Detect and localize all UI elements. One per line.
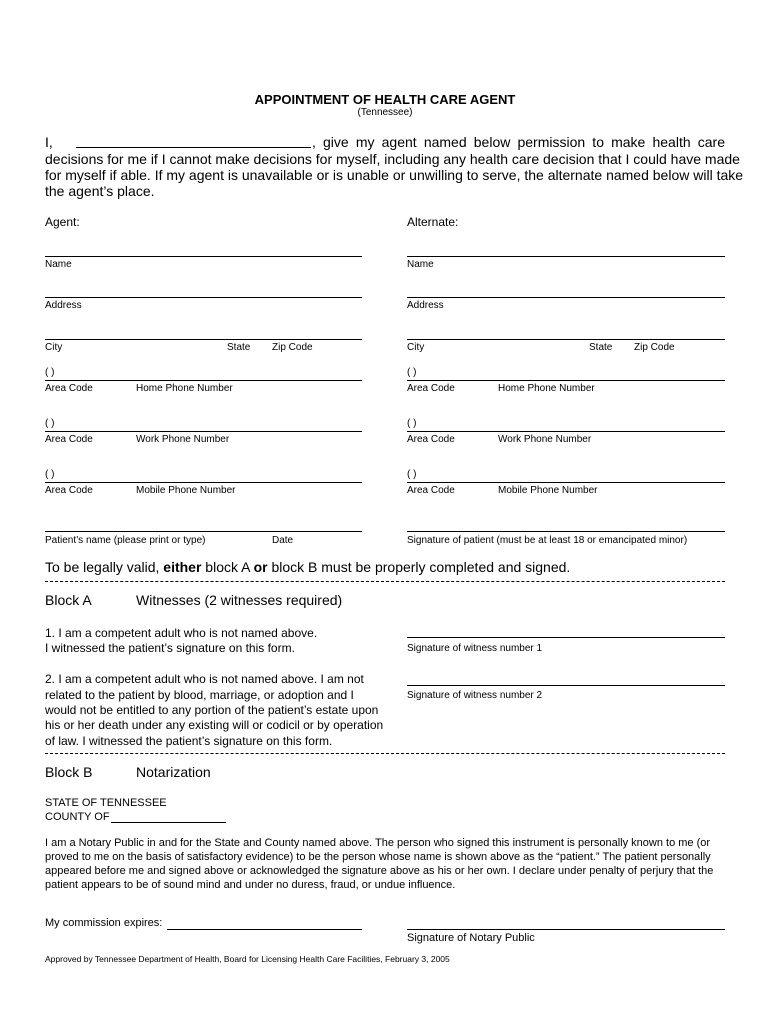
agent-heading: Agent: bbox=[45, 215, 80, 229]
alternate-name-line[interactable] bbox=[407, 256, 725, 257]
witness-1-line-2: I witnessed the patient’s signature on this form. bbox=[45, 641, 295, 655]
agent-zip-label: Zip Code bbox=[272, 342, 313, 353]
alternate-home-paren: ( ) bbox=[407, 367, 417, 378]
validity-either: either bbox=[163, 559, 202, 575]
alternate-city-line[interactable] bbox=[407, 339, 725, 340]
commission-line[interactable] bbox=[167, 929, 362, 930]
alternate-mobile-paren: ( ) bbox=[407, 469, 417, 480]
divider-top bbox=[45, 581, 725, 582]
agent-city-line[interactable] bbox=[45, 339, 362, 340]
agent-work-paren: ( ) bbox=[45, 418, 55, 429]
notary-state: STATE OF TENNESSEE bbox=[45, 797, 167, 809]
alternate-work-phone-line[interactable] bbox=[407, 431, 725, 432]
agent-mobile-area-label: Area Code bbox=[45, 485, 93, 496]
agent-work-area-label: Area Code bbox=[45, 434, 93, 445]
patient-signature-line[interactable] bbox=[407, 531, 725, 532]
witness-1-signature-line[interactable] bbox=[407, 637, 725, 638]
alternate-home-phone-line[interactable] bbox=[407, 380, 725, 381]
notary-paragraph-line-3: appeared before me and signed above or acknowledged the signature above as his or her own. I declare under penalty of perjury that the bbox=[45, 865, 714, 877]
intro-line-4: the agent’s place. bbox=[45, 183, 155, 199]
patient-name-line[interactable] bbox=[45, 531, 362, 532]
witness-2-line-2: related to the patient by blood, marriage, or adoption and I bbox=[45, 688, 354, 702]
agent-work-phone-line[interactable] bbox=[45, 431, 362, 432]
agent-name-line[interactable] bbox=[45, 256, 362, 257]
alternate-mobile-area-label: Area Code bbox=[407, 485, 455, 496]
witness-2-signature-label: Signature of witness number 2 bbox=[407, 690, 543, 701]
divider-bottom bbox=[45, 753, 725, 754]
form-subtitle: (Tennessee) bbox=[357, 107, 413, 118]
alternate-heading: Alternate: bbox=[407, 215, 459, 229]
agent-mobile-phone-line[interactable] bbox=[45, 482, 362, 483]
notary-county: COUNTY OF bbox=[45, 811, 110, 823]
agent-work-phone-label: Work Phone Number bbox=[136, 434, 230, 445]
agent-mobile-phone-label: Mobile Phone Number bbox=[136, 485, 236, 496]
notary-signature-line[interactable] bbox=[407, 929, 725, 930]
date-label: Date bbox=[272, 535, 294, 546]
witness-2-line-5: of law. I witnessed the patient’s signature on this form. bbox=[45, 734, 333, 748]
commission-label: My commission expires: bbox=[45, 917, 163, 929]
alternate-home-area-label: Area Code bbox=[407, 383, 455, 394]
validity-mid: block A bbox=[201, 559, 254, 575]
block-a-title: Witnesses (2 witnesses required) bbox=[136, 592, 343, 608]
alternate-address-line[interactable] bbox=[407, 297, 725, 298]
agent-state-label: State bbox=[227, 342, 251, 353]
alternate-state-label: State bbox=[589, 342, 613, 353]
patient-name-label: Patient’s name (please print or type) bbox=[45, 535, 206, 546]
agent-home-paren: ( ) bbox=[45, 367, 55, 378]
agent-address-line[interactable] bbox=[45, 297, 362, 298]
notary-county-line[interactable] bbox=[111, 822, 226, 823]
notary-paragraph-line-2: proved to me on the basis of satisfactory evidence) to be the person whose name is shown above as the “patient.” The patient personally bbox=[45, 851, 711, 863]
agent-city-label: City bbox=[45, 342, 63, 353]
agent-name-label: Name bbox=[45, 259, 72, 270]
notary-paragraph-line-1: I am a Notary Public in and for the State and County named above. The person who signed this instrument is personally known to me (or bbox=[45, 837, 711, 849]
agent-home-area-label: Area Code bbox=[45, 383, 93, 394]
witness-2-line-1: 2. I am a competent adult who is not named above. I am not bbox=[45, 672, 364, 686]
witness-1-signature-label: Signature of witness number 1 bbox=[407, 643, 543, 654]
witness-1-line-1: 1. I am a competent adult who is not named above. bbox=[45, 626, 318, 640]
agent-home-phone-line[interactable] bbox=[45, 380, 362, 381]
alternate-work-phone-label: Work Phone Number bbox=[498, 434, 592, 445]
footer-approval: Approved by Tennessee Department of Health, Board for Licensing Health Care Facilities, February 3, 2005 bbox=[45, 954, 450, 964]
patient-signature-label: Signature of patient (must be at least 18 or emancipated minor) bbox=[407, 535, 688, 546]
validity-or: or bbox=[253, 559, 268, 575]
intro-line-3: for myself if able. If my agent is unavailable or is unable or unwilling to serve, the alternate named below will take bbox=[45, 167, 744, 183]
alternate-address-label: Address bbox=[407, 300, 444, 311]
alternate-mobile-phone-line[interactable] bbox=[407, 482, 725, 483]
intro-lead: I, bbox=[45, 134, 53, 150]
alternate-work-paren: ( ) bbox=[407, 418, 417, 429]
alternate-name-label: Name bbox=[407, 259, 434, 270]
block-b-label: Block B bbox=[45, 764, 93, 780]
block-b-title: Notarization bbox=[136, 764, 211, 780]
notary-signature-label: Signature of Notary Public bbox=[407, 932, 535, 944]
alternate-home-phone-label: Home Phone Number bbox=[498, 383, 595, 394]
intro-line-2: decisions for me if I cannot make decisions for myself, including any health care decision that I could have made bbox=[45, 151, 740, 167]
intro-line-1: , give my agent named below permission to make health care bbox=[312, 134, 725, 150]
validity-post: block B must be properly completed and signed. bbox=[267, 559, 571, 575]
notary-paragraph-line-4: patient appears to be of sound mind and under no duress, fraud, or undue influence. bbox=[45, 879, 456, 891]
agent-mobile-paren: ( ) bbox=[45, 469, 55, 480]
declarant-name-line[interactable] bbox=[76, 147, 311, 148]
agent-home-phone-label: Home Phone Number bbox=[136, 383, 233, 394]
witness-2-signature-line[interactable] bbox=[407, 685, 725, 686]
alternate-zip-label: Zip Code bbox=[634, 342, 675, 353]
block-a-label: Block A bbox=[45, 592, 92, 608]
form-title: APPOINTMENT OF HEALTH CARE AGENT bbox=[254, 92, 516, 107]
alternate-work-area-label: Area Code bbox=[407, 434, 455, 445]
agent-address-label: Address bbox=[45, 300, 82, 311]
validity-pre: To be legally valid, bbox=[45, 559, 164, 575]
alternate-city-label: City bbox=[407, 342, 425, 353]
alternate-mobile-phone-label: Mobile Phone Number bbox=[498, 485, 598, 496]
witness-2-line-4: his or her death under any existing will or codicil or by operation bbox=[45, 718, 384, 732]
validity-statement bbox=[45, 559, 570, 575]
witness-2-line-3: would not be entitled to any portion of the patient’s estate upon bbox=[45, 703, 379, 717]
